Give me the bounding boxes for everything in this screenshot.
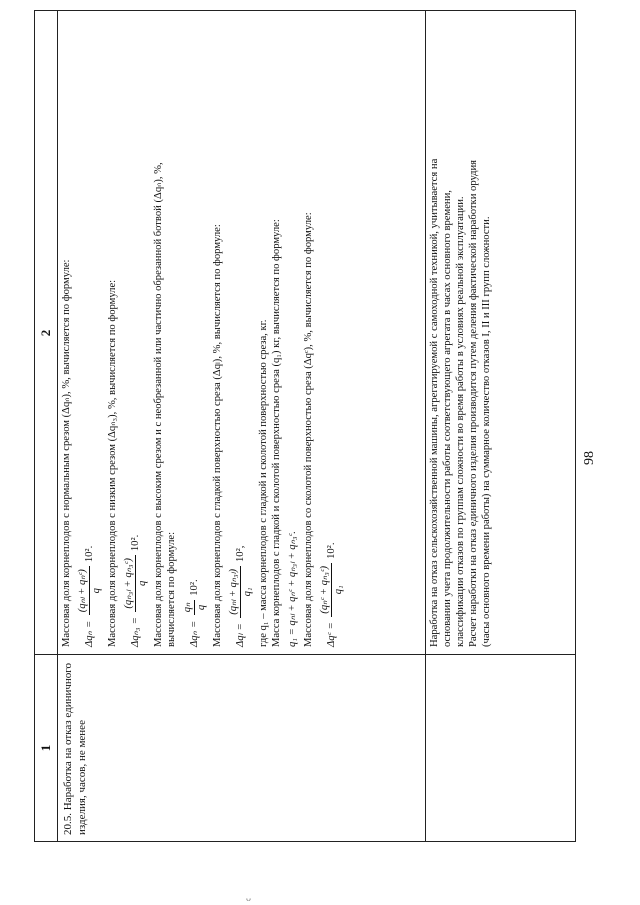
header-col-2: 2 — [38, 329, 53, 337]
method-cell: Массовая доля корнеплодов с нормальным срезом (Δqₙ), %, вычисляется по формуле: Δqₙ = (qₙₗ + qₙᶜ) q 10². Массовая доля корнеплодов с низким срезом (Δqₙ₃), %, вычисляется по формуле: Δqₙ₃ = (qₙ₃ₗ + qₙ₃ᶜ) q 10². Массовая доля корнеплодов с высоким срезом и с необрезанной или частично обрезанной ботвой (Δqₙ), %, вычисляется по формуле: Δqₙ = qₙ q 10². Массовая доля корнеплодов с гладкой поверхностью среза (Δqₗ), %, вычисляется по формуле: Δqₗ = (qₙₗ + qₙ₃ₗ) q₁ 10², где q₁ – масса корнеплодов с гладкой и сколотой поверхностью среза, кг. Масса корнеплодов с гладкой и сколотой поверхностью среза (q₁) кг, вычисляется по формуле: q₁ = qₙₗ + qₙᶜ + qₙ₃ₗ + qₙ₃ᶜ. Массовая доля корнеплодов со сколотой поверхностью среза (Δqᶜ), %, вычисляется по формуле: Δqᶜ = (qₙᶜ + qₙ₃ᶜ) q₁ 10². — [60, 17, 348, 647]
page-number: 98 — [582, 451, 597, 465]
formula-normal-cut: Δqₙ = (qₙₗ + qₙᶜ) q 10². — [77, 545, 102, 647]
spec-table — [34, 10, 576, 842]
table-row — [425, 11, 575, 841]
reliability-cell: Наработка на отказ сельскохозяйственной машины, агрегатируемой с самоходной техникой, учитывается на основании учета продолжительности работы соответствующего агрегата в часах основного времени, классификации отказов по группам сложности во время работы в условиях реальной эксплуатации. Расчет наработки на отказ единичного изделия производится путем деления фактической наработки орудия (часы основного времени работы) на суммарное количество отказов I, II и III групп сложности. — [429, 158, 492, 647]
formula-smooth-cut: Δqₗ = (qₙₗ + qₙ₃ₗ) q₁ 10², — [228, 545, 253, 647]
stray-mark: ᴗ — [246, 893, 251, 904]
formula-chipped-cut: Δqᶜ = (qₙᶜ + qₙ₃ᶜ) q₁ 10². — [319, 542, 344, 647]
table-header — [35, 11, 58, 841]
formula-high-cut: Δqₙ = qₙ q 10². — [182, 579, 207, 647]
formula-total-mass: q₁ = qₙₗ + qₙᶜ + qₙ₃ₗ + qₙ₃ᶜ. — [287, 531, 298, 647]
header-col-1: 1 — [35, 654, 57, 841]
parameter-cell: 20.5. Наработка на отказ единичного изделия, часов, не менее — [62, 662, 88, 835]
formula-low-cut: Δqₙ₃ = (qₙ₃ₗ + qₙ₃ᶜ) q 10². — [123, 534, 148, 647]
table-row — [57, 11, 426, 841]
